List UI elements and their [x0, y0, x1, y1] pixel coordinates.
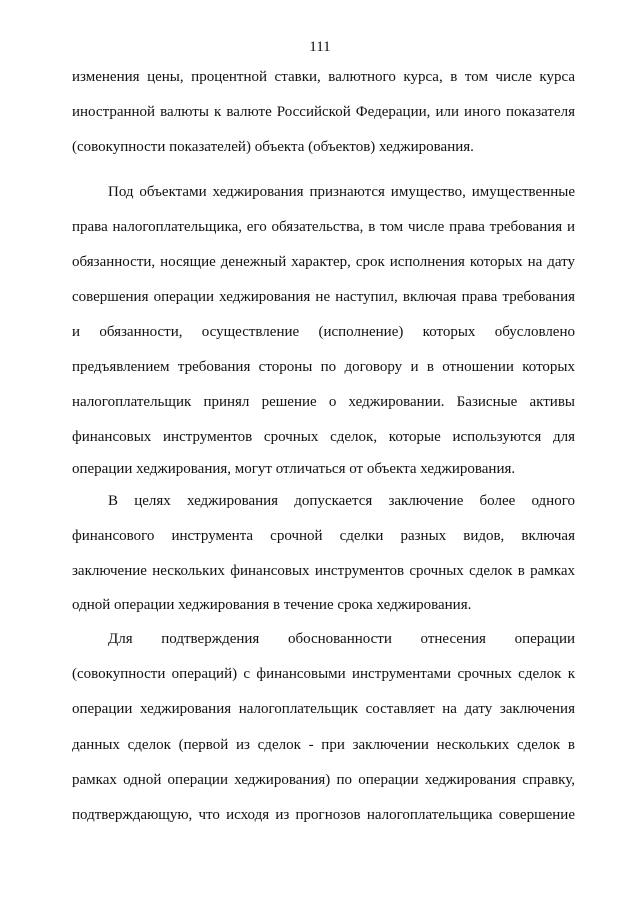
text-line: Для подтверждения обоснованности отнесения операции: [108, 631, 575, 647]
text-line: права налогоплательщика, его обязательства, в том числе права требования и: [72, 219, 575, 235]
text-line: одной операции хеджирования в течение срока хеджирования.: [72, 597, 472, 613]
text-line: В целях хеджирования допускается заключение более одного: [108, 493, 575, 509]
text-line: совершения операции хеджирования не наступил, включая права требования: [72, 289, 575, 305]
text-line: финансовых инструментов срочных сделок, которые используются для: [72, 429, 575, 445]
text-line: финансового инструмента срочной сделки разных видов, включая: [72, 528, 575, 544]
text-line: изменения цены, процентной ставки, валютного курса, в том числе курса: [72, 69, 575, 85]
text-line: заключение нескольких финансовых инструментов срочных сделок в рамках: [72, 563, 575, 579]
text-line: (совокупности операций) с финансовыми инструментами срочных сделок к: [72, 666, 575, 682]
text-line: налогоплательщик принял решение о хеджировании. Базисные активы: [72, 394, 575, 410]
text-line: рамках одной операции хеджирования) по операции хеджирования справку,: [72, 772, 575, 788]
text-line: данных сделок (первой из сделок - при заключении нескольких сделок в: [72, 737, 575, 753]
text-line: иностранной валюты к валюте Российской Федерации, или иного показателя: [72, 104, 575, 120]
text-line: и обязанности, осуществление (исполнение) которых обусловлено: [72, 324, 575, 340]
text-line: подтверждающую, что исходя из прогнозов налогоплательщика совершение: [72, 807, 575, 823]
page-number: 111: [309, 39, 331, 55]
text-line: операции хеджирования, могут отличаться от объекта хеджирования.: [72, 461, 516, 477]
text-line: предъявлением требования стороны по договору и в отношении которых: [72, 359, 575, 375]
text-line: Под объектами хеджирования признаются имущество, имущественные: [108, 184, 575, 200]
text-line: (совокупности показателей) объекта (объектов) хеджирования.: [72, 139, 474, 155]
text-line: операции хеджирования налогоплательщик составляет на дату заключения: [72, 701, 575, 717]
text-line: обязанности, носящие денежный характер, срок исполнения которых на дату: [72, 254, 575, 270]
